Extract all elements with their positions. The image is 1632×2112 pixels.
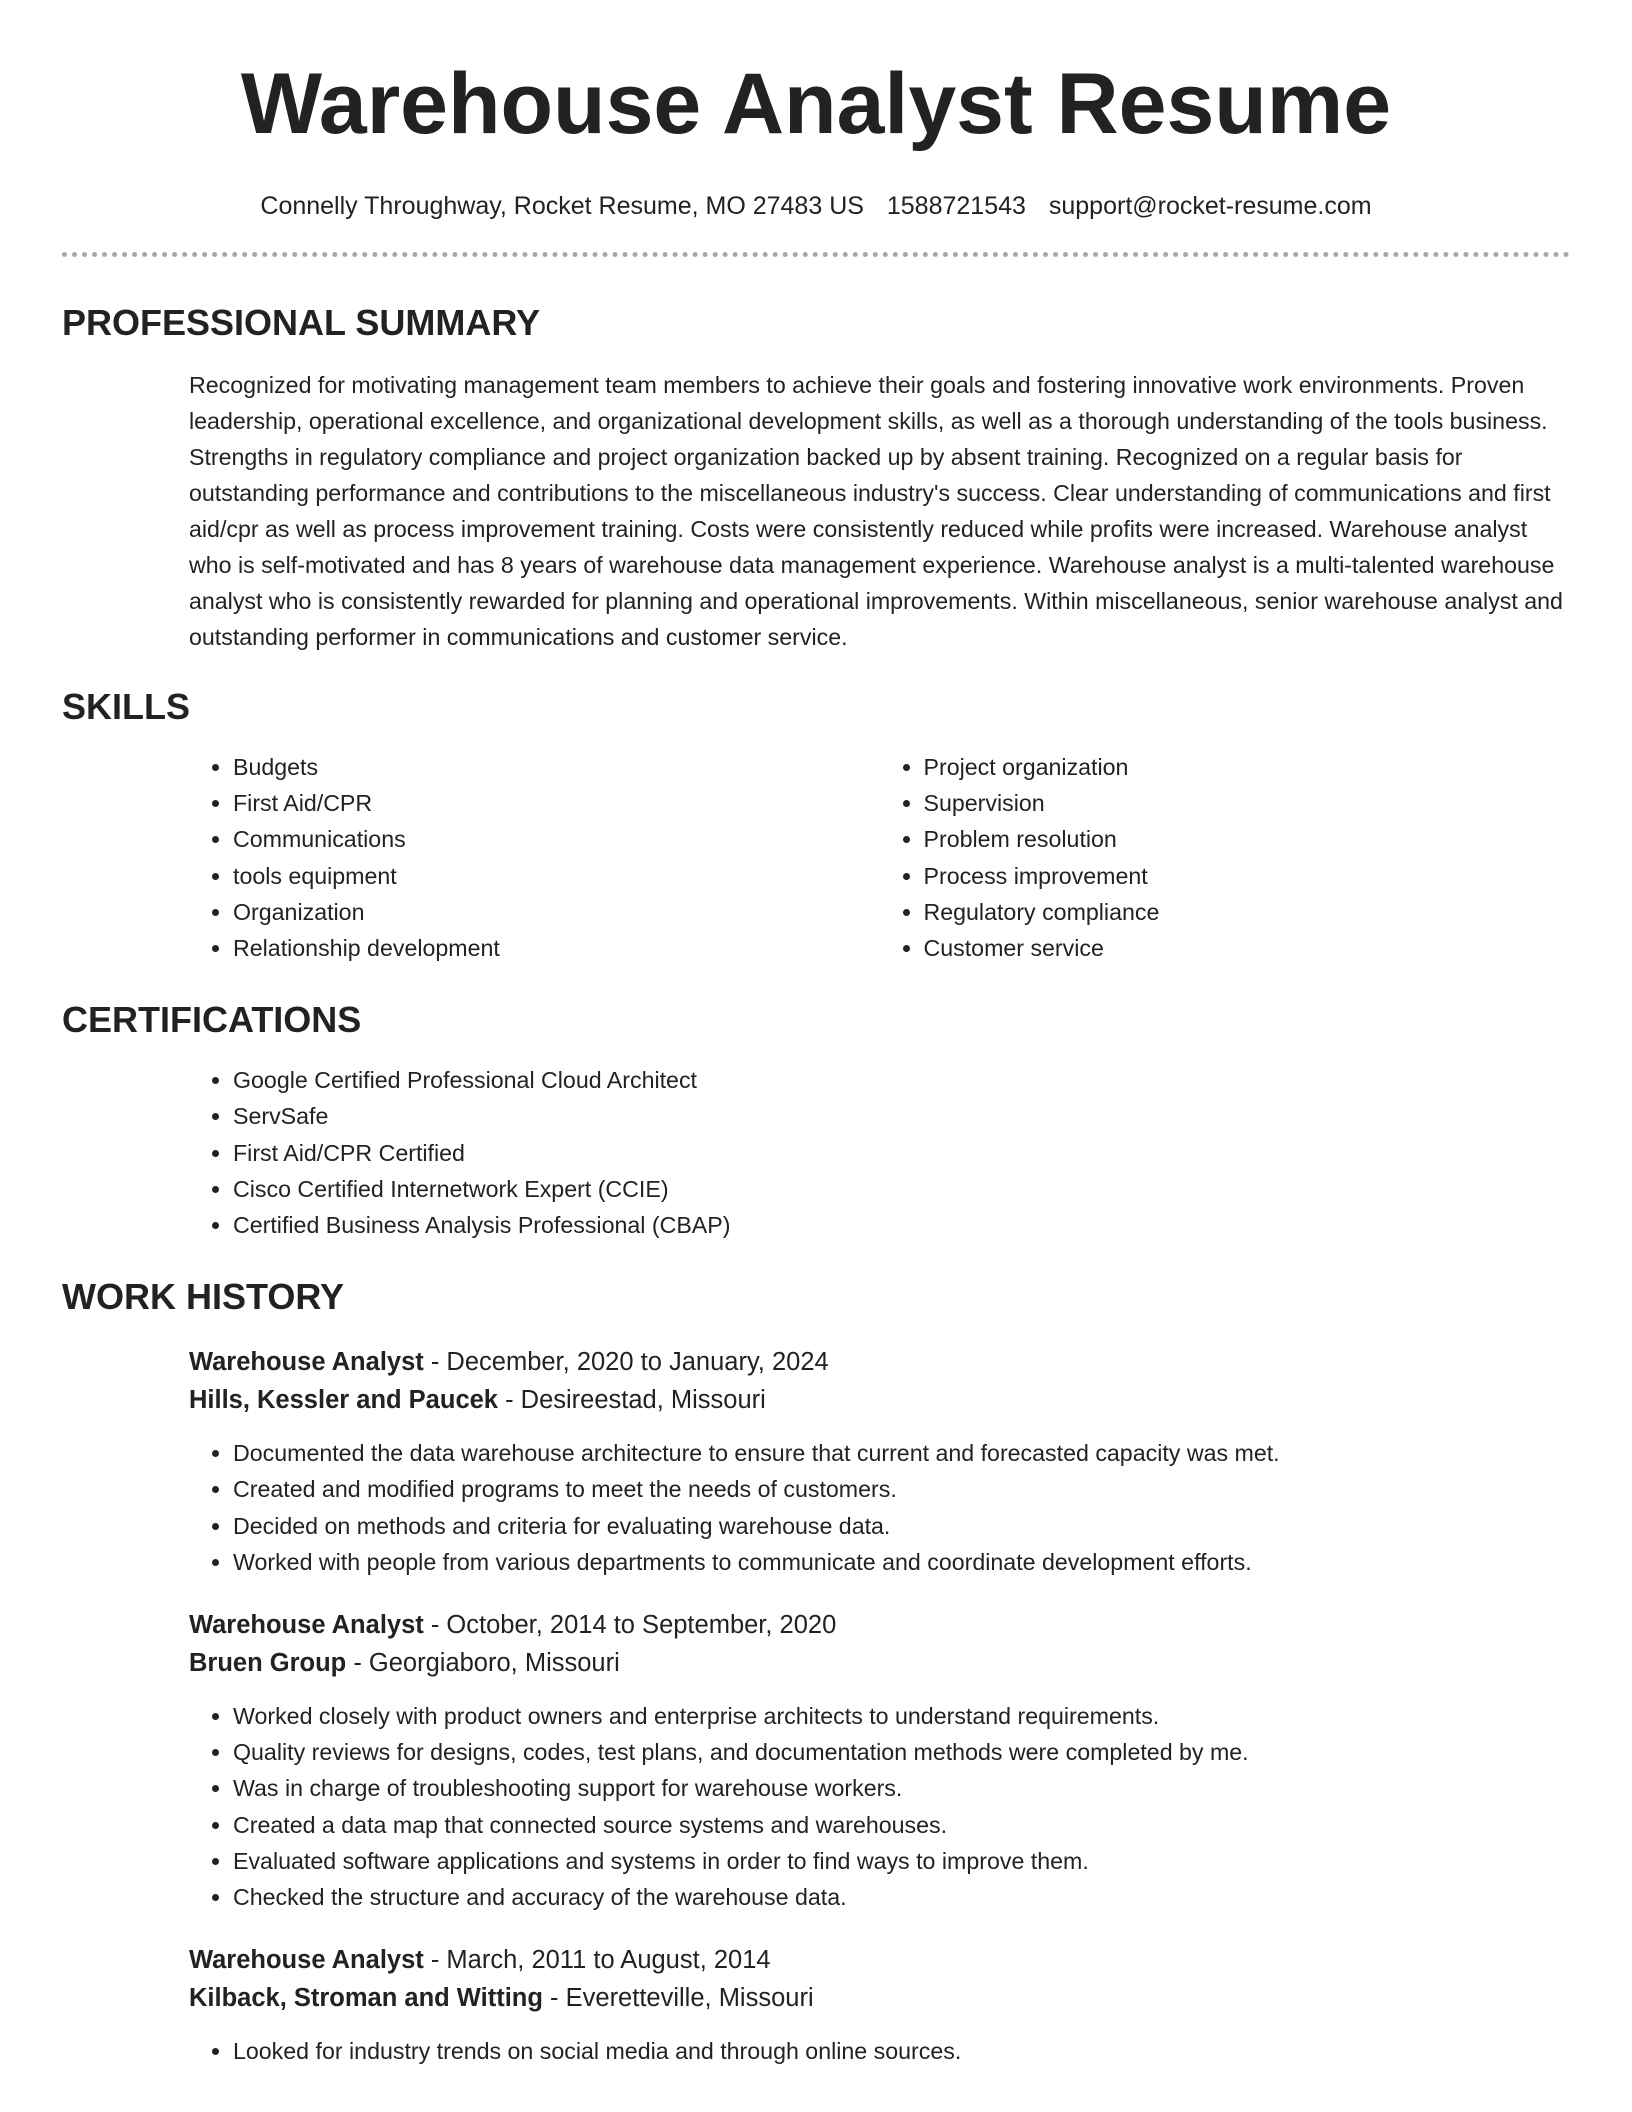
job-bullets [189,1698,1570,1915]
certification-item: • ServSafe [233,1098,1570,1134]
section-title-work-history: WORK HISTORY [62,1276,345,1318]
job-bullet: • Worked with people from various departments to communicate and coordinate development efforts. [233,1544,1570,1580]
skills-list [62,749,1570,966]
job-company-line [189,1381,1570,1419]
summary-text: Recognized for motivating management team members to achieve their goals and fostering innovative work environments. Proven leadership, operational excellence, and organizational development skills, as well as a thorough understanding of the tools business. Strengths in regulatory compliance and project organization backed up by absent training. Recognized on a regular basis for outstanding performance and contributions to the miscellaneous industry's success. Clear understanding of communications and first aid/cpr as well as process improvement training. Costs were consistently reduced while profits were increased. Warehouse analyst who is self-motivated and has 8 years of warehouse data management experience. Warehouse analyst is a multi-talented warehouse analyst who is consistently rewarded for planning and operational improvements. Within miscellaneous, senior warehouse analyst and outstanding performer in communications and customer service. [189,372,1563,650]
skill-item: • First Aid/CPR [233,785,880,821]
job-company: Kilback, Stroman and Witting [189,1984,543,2013]
skill-item: • Project organization [924,749,1571,785]
job-role: Warehouse Analyst [189,1611,424,1640]
skill-item: • Supervision [924,785,1571,821]
section-title-skills: SKILLS [62,686,191,727]
skills-column-left [189,749,880,966]
job-bullet: • Was in charge of troubleshooting support for warehouse workers. [233,1770,1570,1806]
contact-line [62,190,1570,222]
job-bullet: • Created and modified programs to meet the needs of customers. [233,1471,1570,1507]
job-company: Hills, Kessler and Paucek [189,1386,498,1415]
job-bullet: • Looked for industry trends on social media and through online sources. [233,2033,1570,2069]
job-role: Warehouse Analyst [189,1348,424,1377]
job-dates: - March, 2011 to August, 2014 [423,1946,771,1975]
skill-item: • tools equipment [233,858,880,894]
job-role: Warehouse Analyst [189,1946,424,1975]
skill-item: • Process improvement [924,858,1571,894]
skill-item: • Organization [233,894,880,930]
skill-item: • Regulatory compliance [924,894,1571,930]
skills-column-right [880,749,1571,966]
header-divider [62,252,1570,257]
job-role-line [189,1606,1570,1644]
job-bullets [189,2033,1570,2069]
skill-item: • Problem resolution [924,821,1571,857]
job-bullet: • Worked closely with product owners and enterprise architects to understand requirements. [233,1698,1570,1734]
certification-item: • First Aid/CPR Certified [233,1135,1570,1171]
job-company-line [189,1979,1570,2017]
job-entry [62,1941,1570,2069]
skill-item: • Communications [233,821,880,857]
job-bullet: • Created a data map that connected source systems and warehouses. [233,1807,1570,1843]
skill-item: • Budgets [233,749,880,785]
certification-item: • Certified Business Analysis Professional (CBAP) [233,1207,1570,1243]
job-location: - Desireestad, Missouri [498,1386,766,1415]
job-bullet: • Checked the structure and accuracy of the warehouse data. [233,1879,1570,1915]
job-role-line [189,1941,1570,1979]
job-location: - Georgiaboro, Missouri [346,1649,620,1678]
section-title-certifications: CERTIFICATIONS [62,999,362,1041]
job-location: - Everetteville, Missouri [542,1984,814,2013]
certifications-list [62,1062,1570,1243]
skill-item: • Customer service [924,930,1571,966]
job-company: Bruen Group [189,1649,347,1678]
skill-item: • Relationship development [233,930,880,966]
contact-address: Connelly Throughway, Rocket Resume, MO 27483 US [260,192,864,220]
job-entry [62,1606,1570,1915]
section-title-summary: PROFESSIONAL SUMMARY [62,302,541,343]
job-bullets [189,1435,1570,1580]
certification-item: • Cisco Certified Internetwork Expert (CCIE) [233,1171,1570,1207]
certification-item: • Google Certified Professional Cloud Architect [233,1062,1570,1098]
job-bullet: • Decided on methods and criteria for evaluating warehouse data. [233,1508,1570,1544]
job-entry [62,1343,1570,1580]
contact-phone: 1588721543 [886,192,1026,220]
job-role-line [189,1343,1570,1381]
job-dates: - December, 2020 to January, 2024 [423,1348,829,1377]
job-bullet: • Quality reviews for designs, codes, test plans, and documentation methods were completed by me. [233,1734,1570,1770]
job-bullet: • Documented the data warehouse architecture to ensure that current and forecasted capacity was met. [233,1435,1570,1471]
job-bullet: • Evaluated software applications and systems in order to find ways to improve them. [233,1843,1570,1879]
job-company-line [189,1644,1570,1682]
job-dates: - October, 2014 to September, 2020 [423,1611,837,1640]
contact-email: support@rocket-resume.com [1048,192,1372,220]
resume-title: Warehouse Analyst Resume [240,56,1392,152]
certifications-bullets [189,1062,1570,1243]
